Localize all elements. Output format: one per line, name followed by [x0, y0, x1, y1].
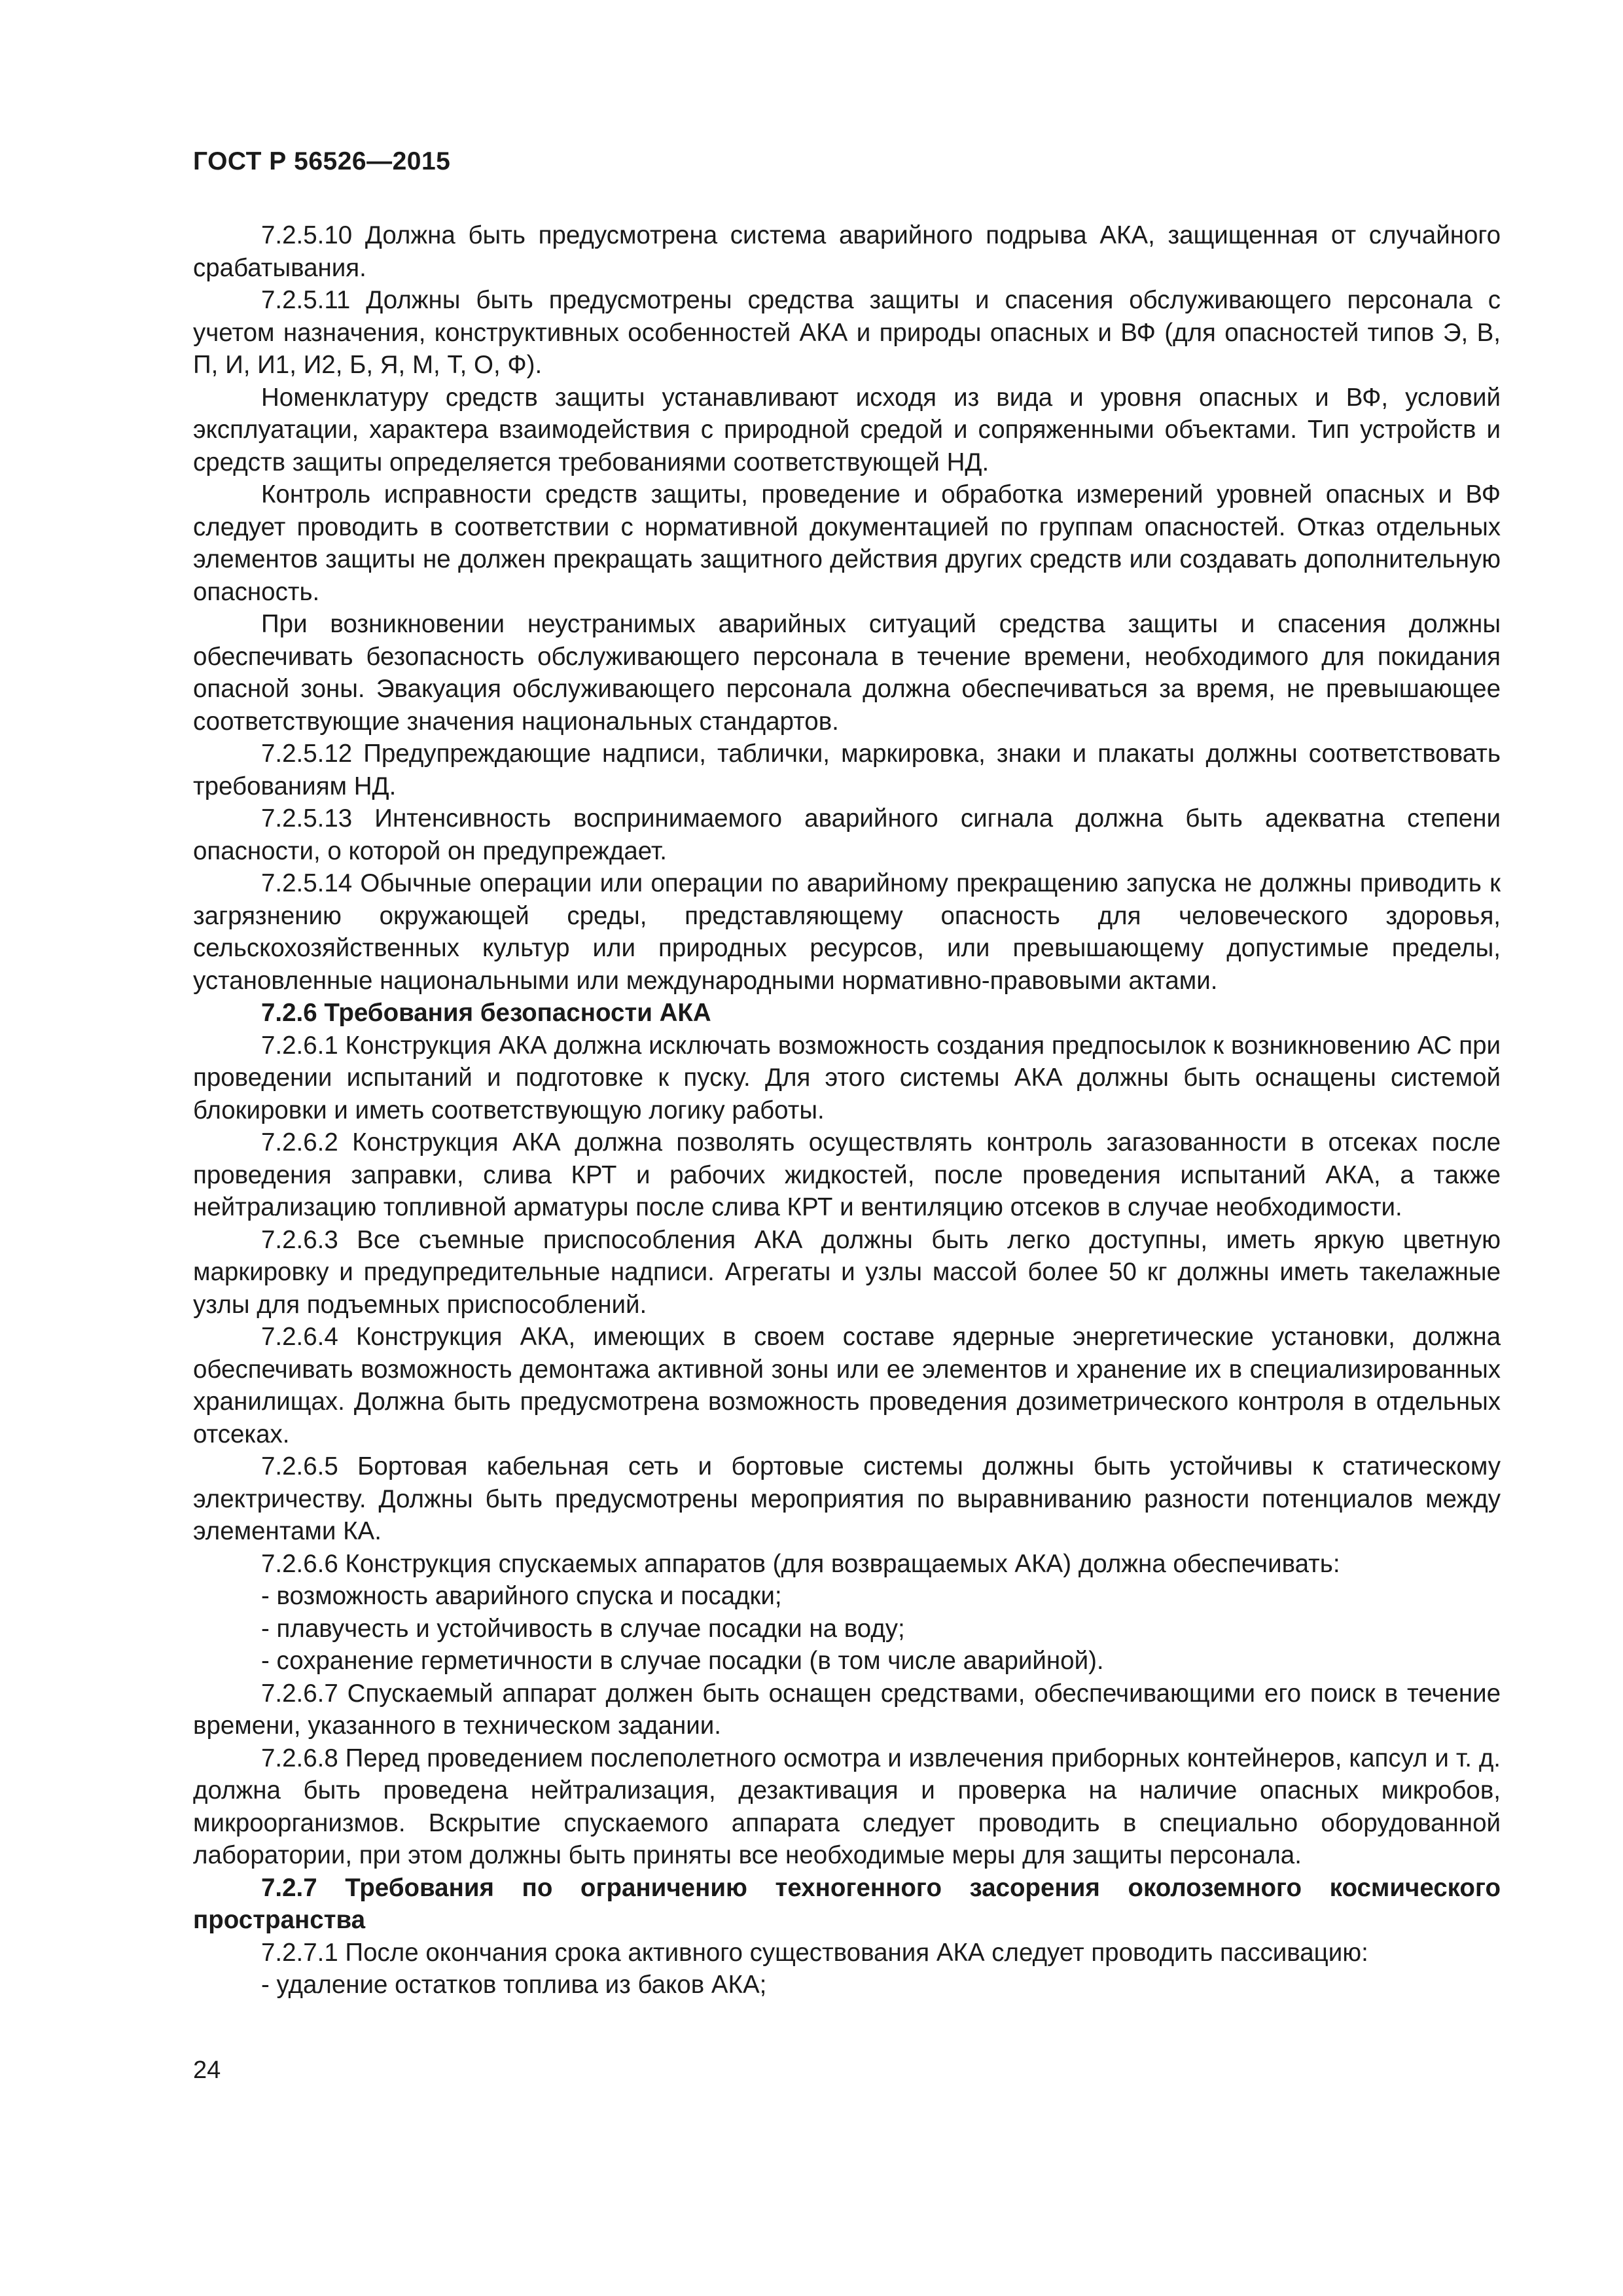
paragraph: 7.2.6.2 Конструкция АКА должна позволять осуществлять контроль загазованности в отсеках после проведения заправки, слива КРТ и рабочих жидкостей, после проведения испытаний АКА, а также нейтрализацию топливной арматуры после слива КРТ и вентиляцию отсеков в случае необходимости.: [193, 1128, 1501, 1221]
paragraph: 7.2.5.12 Предупреждающие надписи, таблички, маркировка, знаки и плакаты должны соответствовать требованиям НД.: [193, 740, 1501, 800]
paragraph: 7.2.5.10 Должна быть предусмотрена система аварийного подрыва АКА, защищенная от случайного срабатывания.: [193, 221, 1501, 282]
paragraph: 7.2.6.5 Бортовая кабельная сеть и бортовые системы должны быть устойчивы к статическому электричеству. Должны быть предусмотрены мероприятия по выравниванию разности потенциалов между элементами КА.: [193, 1452, 1501, 1545]
paragraph: Контроль исправности средств защиты, проведение и обработка измерений уровней опасных и ВФ следует проводить в соответствии с нормативной документацией по группам опасностей. Отказ отдельных элементов защиты не должен прекращать защитного действия других средств или создавать дополнительную опасность.: [193, 480, 1501, 606]
bullet-list: [193, 1969, 1501, 2001]
paragraph: При возникновении неустранимых аварийных ситуаций средства защиты и спасения должны обеспечивать безопасность обслуживающего персонала в течение времени, необходимого для покидания опасной зоны. Эвакуация обслуживающего персонала должна обеспечиваться за время, не превышающее соответствующие значения национальных стандартов.: [193, 610, 1501, 736]
paragraph: 7.2.5.13 Интенсивность воспринимаемого аварийного сигнала должна быть адекватна степени опасности, о которой он предупреждает.: [193, 804, 1501, 865]
paragraph: 7.2.6.6 Конструкция спускаемых аппаратов (для возвращаемых АКА) должна обеспечивать:: [261, 1549, 1340, 1578]
paragraph: 7.2.6.8 Перед проведением послеполетного осмотра и извлечения приборных контейнеров, капсул и т. д. должна быть проведена нейтрализация, дезактивация и проверка на наличие опасных микробов, микроорганизмов. Вскрытие спускаемого аппарата следует проводить в специально оборудованной лаборатории, при этом должны быть приняты все необходимые меры для защиты персонала.: [193, 1744, 1501, 1869]
list-item: - возможность аварийного спуска и посадки;: [193, 1580, 1501, 1613]
document-header: ГОСТ Р 56526—2015: [193, 147, 451, 175]
page-number: 24: [193, 2056, 221, 2084]
paragraph: 7.2.7.1 После окончания срока активного существования АКА следует проводить пассивацию:: [261, 1938, 1368, 1967]
section-heading: 7.2.7 Требования по ограничению техногенного засорения околоземного космического пространства: [193, 1873, 1501, 1934]
paragraph: 7.2.6.7 Спускаемый аппарат должен быть оснащен средствами, обеспечивающими его поиск в течение времени, указанного в техническом задании.: [193, 1679, 1501, 1740]
paragraph: 7.2.5.14 Обычные операции или операции по аварийному прекращению запуска не должны приводить к загрязнению окружающей среды, представляющему опасность для человеческого здоровья, сельскохозяйственных культур или природных ресурсов, или превышающему допустимые пределы, установленные национальными или международными нормативно-правовыми актами.: [193, 869, 1501, 995]
paragraph: 7.2.6.3 Все съемные приспособления АКА должны быть легко доступны, иметь яркую цветную маркировку и предупредительные надписи. Агрегаты и узлы массой более 50 кг должны иметь такелажные узлы для подъемных приспособлений.: [193, 1225, 1501, 1319]
list-item: - сохранение герметичности в случае посадки (в том числе аварийной).: [193, 1645, 1501, 1677]
list-item: - удаление остатков топлива из баков АКА;: [193, 1969, 1501, 2001]
section-heading: 7.2.6 Требования безопасности АКА: [261, 999, 711, 1027]
bullet-list: [193, 1580, 1501, 1677]
paragraph: 7.2.6.1 Конструкция АКА должна исключать возможность создания предпосылок к возникновению АС при проведении испытаний и подготовке к пуску. Для этого системы АКА должны быть оснащены системой блокировки и иметь соответствующую логику работы.: [193, 1031, 1501, 1124]
paragraph: 7.2.6.4 Конструкция АКА, имеющих в своем составе ядерные энергетические установки, должна обеспечивать возможность демонтажа активной зоны или ее элементов и хранение их в специализированных хранилищах. Должна быть предусмотрена возможность проведения дозиметрического контроля в отдельных отсеках.: [193, 1323, 1501, 1448]
document-body: [193, 219, 1501, 2001]
paragraph: Номенклатуру средств защиты устанавливают исходя из вида и уровня опасных и ВФ, условий эксплуатации, характера взаимодействия с природной средой и сопряженными объектами. Тип устройств и средств защиты определяется требованиями соответствующей НД.: [193, 383, 1501, 476]
paragraph: 7.2.5.11 Должны быть предусмотрены средства защиты и спасения обслуживающего персонала с учетом назначения, конструктивных особенностей АКА и природы опасных и ВФ (для опасностей типов Э, В, П, И, И1, И2, Б, Я, М, Т, О, Ф).: [193, 286, 1501, 379]
list-item: - плавучесть и устойчивость в случае посадки на воду;: [193, 1613, 1501, 1645]
